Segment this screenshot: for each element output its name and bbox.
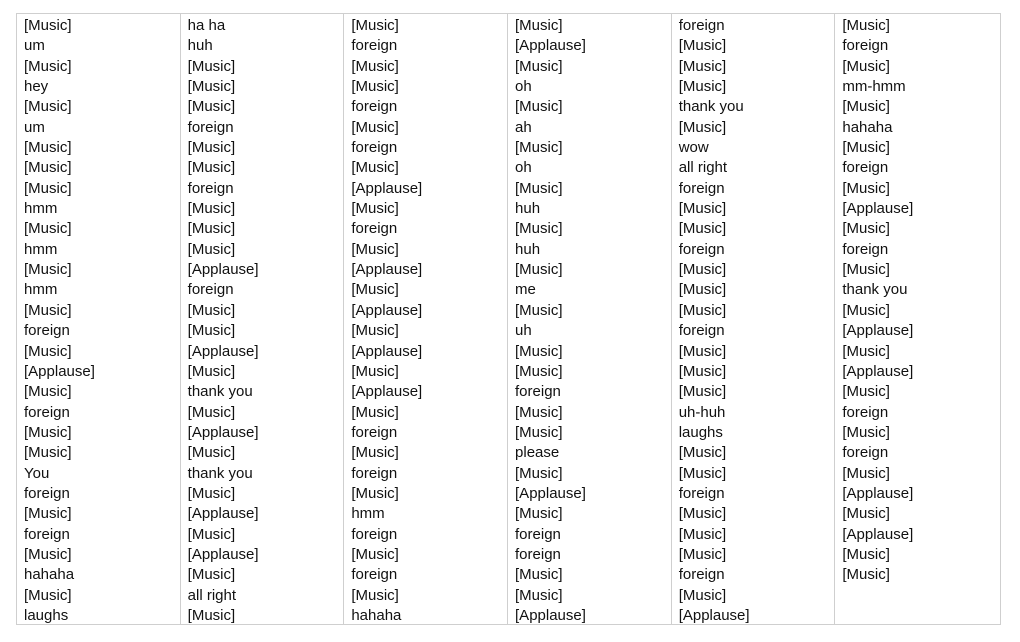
table-cell: [Music] [842, 220, 890, 238]
table-cell: [Applause] [351, 383, 423, 401]
table-cell: [Music] [351, 403, 399, 421]
table-cell: [Music] [351, 281, 399, 299]
table-cell: foreign [351, 37, 398, 55]
table-cell: foreign [678, 240, 725, 258]
table-cell: [Music] [515, 586, 563, 604]
table-cell: [Music] [24, 17, 72, 34]
table-column [17, 14, 181, 624]
table-cell: foreign [678, 566, 725, 584]
table-cell: [Applause] [351, 261, 423, 279]
table-cell: oh [515, 159, 532, 177]
table-cell: thank you [187, 383, 253, 401]
table-cell: [Music] [515, 98, 563, 116]
table-cell: [Music] [842, 383, 890, 401]
table-cell: [Music] [678, 37, 727, 55]
table-cell: huh [515, 200, 541, 218]
table-cell: [Music] [187, 444, 236, 462]
table-cell: [Music] [187, 200, 236, 218]
table-cell: [Music] [678, 200, 727, 218]
table-cell: [Music] [515, 261, 563, 279]
table-cell: hmm [24, 240, 58, 258]
table-cell: [Music] [187, 139, 236, 157]
table-cell: [Applause] [351, 301, 423, 319]
table-cell: [Music] [351, 78, 399, 96]
table-column [508, 14, 672, 624]
table-cell: foreign [678, 17, 725, 34]
table-cell: [Music] [678, 383, 727, 401]
table-cell: hey [24, 78, 49, 96]
table-cell: foreign [24, 484, 70, 502]
table-cell: foreign [678, 179, 725, 197]
table-cell: [Music] [678, 301, 727, 319]
table-cell: [Music] [678, 118, 727, 136]
table-cell: [Music] [187, 57, 236, 75]
table-cell: hmm [24, 281, 58, 299]
table-cell: foreign [351, 139, 398, 157]
table-cell: [Music] [24, 545, 72, 563]
table-cell: oh [515, 78, 532, 96]
table-cell: all right [678, 159, 728, 177]
table-cell: [Music] [515, 301, 563, 319]
table-cell: [Music] [678, 586, 727, 604]
table-cell: ah [515, 118, 532, 136]
table-cell: [Music] [515, 566, 563, 584]
table-cell: [Music] [678, 57, 727, 75]
table-cell: [Applause] [187, 342, 259, 360]
table-cell: [Music] [678, 78, 727, 96]
table-cell: foreign [678, 484, 725, 502]
table-cell: [Music] [678, 444, 727, 462]
table-cell: [Music] [842, 505, 890, 523]
table-cell: foreign [351, 98, 398, 116]
table-cell: foreign [515, 545, 561, 563]
table-cell: [Music] [187, 484, 236, 502]
table-cell: [Music] [351, 240, 399, 258]
table-cell: [Music] [678, 505, 727, 523]
table-cell: [Music] [842, 301, 890, 319]
table-cell: [Music] [515, 17, 563, 34]
table-cell: laughs [678, 423, 723, 441]
table-cell: [Music] [187, 362, 236, 380]
table-cell: um [24, 37, 45, 55]
table-cell: [Music] [515, 179, 563, 197]
table-cell: [Music] [24, 220, 72, 238]
table-cell: You [24, 464, 50, 482]
table-cell: [Music] [515, 362, 563, 380]
table-cell: [Music] [187, 322, 236, 340]
table-cell: huh [515, 240, 541, 258]
table-cell: [Applause] [842, 484, 914, 502]
table-cell: foreign [24, 525, 70, 543]
table-cell: foreign [678, 322, 725, 340]
table-cell: foreign [351, 464, 398, 482]
table-cell: [Applause] [24, 362, 95, 380]
table-cell: foreign [24, 322, 70, 340]
table-cell: me [515, 281, 536, 299]
table-cell: [Music] [842, 179, 890, 197]
table-cell: huh [187, 37, 213, 55]
table-cell: [Music] [515, 505, 563, 523]
table-cell: [Music] [24, 423, 72, 441]
table-cell: [Music] [351, 484, 399, 502]
table-cell: uh-huh [678, 403, 726, 421]
table-cell: [Music] [351, 545, 399, 563]
table-cell: hmm [24, 200, 58, 218]
table-cell: [Applause] [187, 505, 259, 523]
table-cell: [Music] [24, 261, 72, 279]
table-cell: foreign [24, 403, 70, 421]
table-cell: [Music] [24, 505, 72, 523]
table-cell: wow [678, 139, 709, 157]
table-cell: hmm [351, 505, 385, 523]
table-cell: foreign [842, 37, 889, 55]
table-cell: [Applause] [187, 261, 259, 279]
table-cell: [Music] [351, 586, 399, 604]
table-cell: [Applause] [842, 200, 914, 218]
table-cell: foreign [515, 525, 561, 543]
table-cell: [Music] [24, 444, 72, 462]
table-cell: [Music] [351, 57, 399, 75]
table-cell: [Music] [678, 362, 727, 380]
table-cell: foreign [351, 525, 398, 543]
table-cell: foreign [515, 383, 561, 401]
table-cell: [Applause] [842, 362, 914, 380]
table-cell: [Music] [351, 159, 399, 177]
table-cell: [Music] [515, 139, 563, 157]
table-cell: thank you [187, 464, 253, 482]
table-cell: [Applause] [842, 322, 914, 340]
table-cell: [Music] [187, 240, 236, 258]
table-cell: [Applause] [351, 179, 423, 197]
table-cell: [Music] [351, 200, 399, 218]
table-column [344, 14, 508, 624]
table-cell: all right [187, 586, 237, 604]
table-cell: [Music] [515, 57, 563, 75]
transcript-table [16, 13, 1001, 625]
table-cell: [Music] [24, 159, 72, 177]
table-cell: mm-hmm [842, 78, 906, 96]
table-cell: [Applause] [515, 606, 586, 624]
table-cell: [Music] [842, 464, 890, 482]
table-column [181, 14, 345, 624]
table-cell: [Music] [515, 403, 563, 421]
table-cell: [Music] [24, 586, 72, 604]
table-cell: [Music] [678, 220, 727, 238]
table-cell: uh [515, 322, 532, 340]
table-cell: foreign [187, 281, 234, 299]
table-cell: hahaha [842, 118, 893, 136]
table-cell: [Music] [187, 566, 236, 584]
table-cell: [Music] [24, 301, 72, 319]
table-cell: [Music] [24, 139, 72, 157]
table-cell: [Music] [24, 57, 72, 75]
table-cell: [Applause] [187, 545, 259, 563]
table-cell: um [24, 118, 45, 136]
table-cell: [Music] [678, 525, 727, 543]
table-cell: [Music] [842, 17, 890, 34]
table-cell: [Music] [678, 464, 727, 482]
table-cell: [Music] [187, 78, 236, 96]
table-cell: [Music] [187, 98, 236, 116]
table-cell: [Music] [187, 525, 236, 543]
table-cell: foreign [842, 159, 889, 177]
table-column [672, 14, 836, 624]
table-cell: [Music] [351, 444, 399, 462]
table-cell: [Music] [351, 118, 399, 136]
table-cell: [Music] [515, 464, 563, 482]
table-cell: [Music] [351, 322, 399, 340]
table-cell: [Music] [351, 17, 399, 34]
table-cell: foreign [842, 444, 889, 462]
table-cell: [Applause] [678, 606, 750, 624]
table-cell: foreign [351, 220, 398, 238]
table-cell: hahaha [351, 606, 402, 624]
table-cell: [Music] [187, 606, 236, 624]
table-cell: [Music] [24, 179, 72, 197]
table-cell: [Music] [351, 362, 399, 380]
table-cell: [Music] [842, 566, 890, 584]
table-cell: [Music] [515, 342, 563, 360]
table-cell: [Music] [515, 220, 563, 238]
table-cell: [Music] [842, 98, 890, 116]
table-cell: [Music] [187, 403, 236, 421]
table-cell: [Music] [24, 383, 72, 401]
table-cell: [Music] [842, 57, 890, 75]
table-cell: [Applause] [187, 423, 259, 441]
table-cell: hahaha [24, 566, 75, 584]
table-cell: [Music] [842, 139, 890, 157]
table-cell: thank you [678, 98, 744, 116]
table-cell: [Music] [187, 220, 236, 238]
table-cell: [Music] [842, 261, 890, 279]
table-cell: foreign [187, 118, 234, 136]
table-cell: [Applause] [515, 37, 586, 55]
table-cell: foreign [842, 403, 889, 421]
table-cell: [Music] [842, 545, 890, 563]
table-cell: [Music] [842, 342, 890, 360]
table-cell: [Music] [515, 423, 563, 441]
table-cell: ha ha [187, 17, 226, 34]
table-cell: [Music] [24, 98, 72, 116]
table-cell: foreign [351, 566, 398, 584]
table-cell: [Music] [678, 261, 727, 279]
table-cell: foreign [351, 423, 398, 441]
table-cell: foreign [842, 240, 889, 258]
table-cell: please [515, 444, 560, 462]
table-column [835, 14, 1000, 624]
table-cell: [Music] [187, 159, 236, 177]
table-cell: [Music] [678, 281, 727, 299]
table-cell: [Applause] [842, 525, 914, 543]
table-cell: thank you [842, 281, 908, 299]
table-cell: [Music] [678, 545, 727, 563]
table-cell: [Music] [24, 342, 72, 360]
table-cell: [Applause] [515, 484, 586, 502]
table-cell: [Music] [187, 301, 236, 319]
table-cell: [Music] [678, 342, 727, 360]
table-cell: [Music] [842, 423, 890, 441]
table-cell: laughs [24, 606, 69, 624]
table-cell: foreign [187, 179, 234, 197]
table-cell: [Applause] [351, 342, 423, 360]
